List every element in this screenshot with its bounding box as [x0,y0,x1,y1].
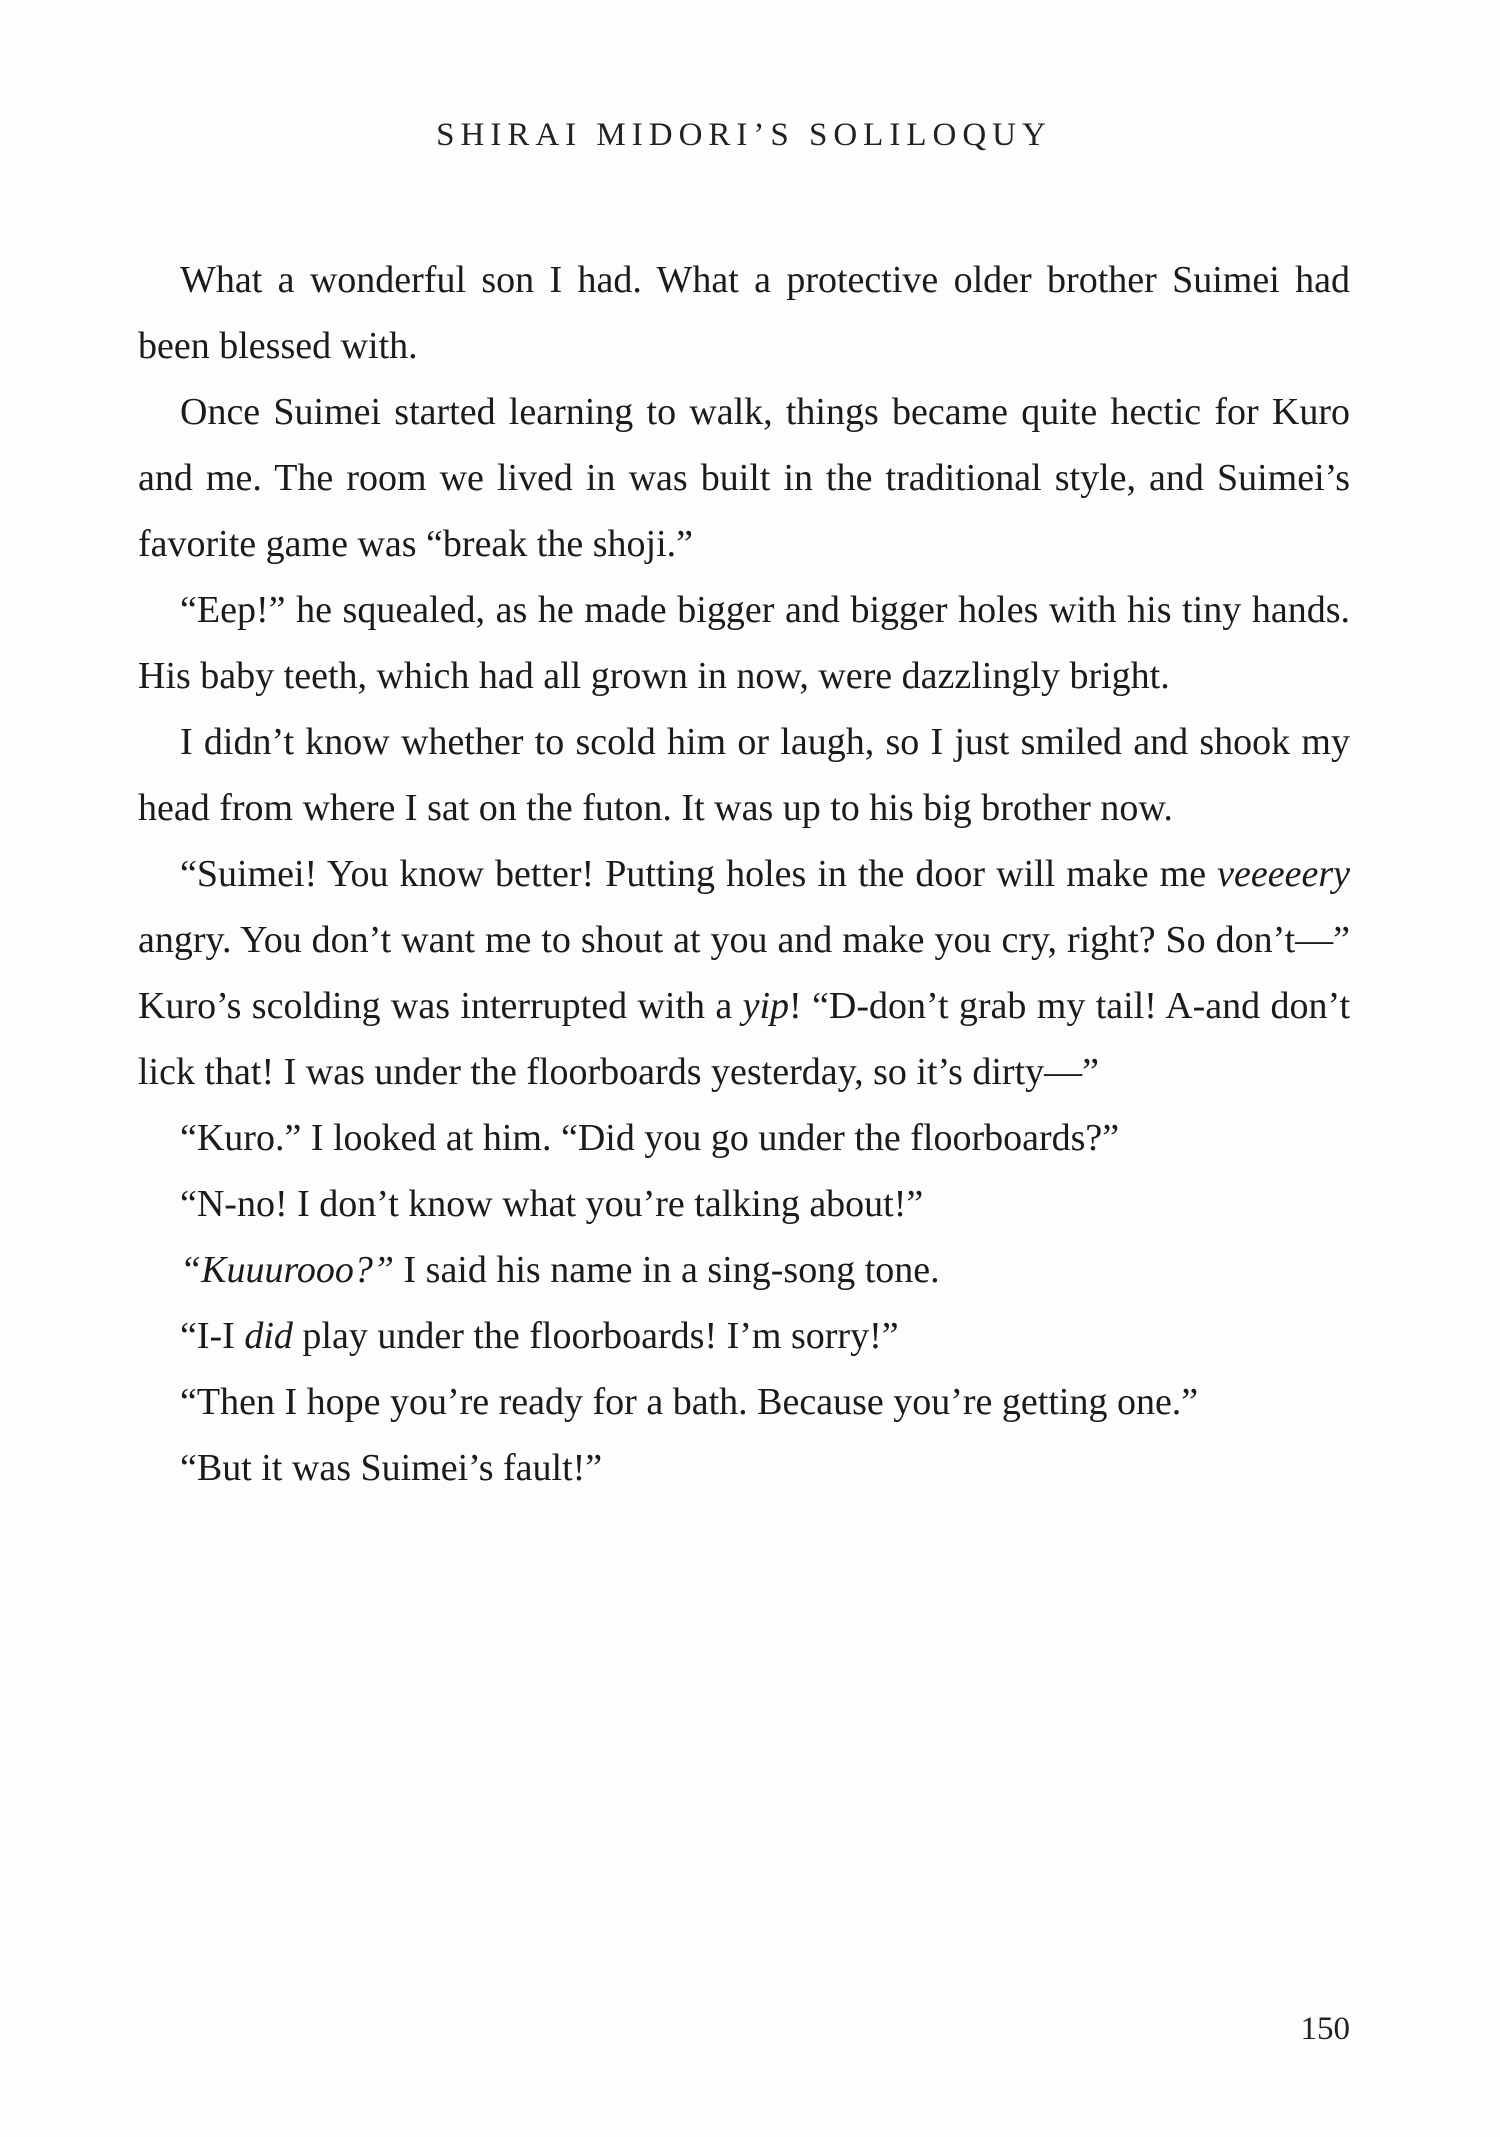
paragraph [138,379,1350,577]
text-run: I said his name in a sing-song tone. [394,1249,940,1291]
body-text [138,247,1350,1501]
paragraph [138,1105,1350,1171]
page-number: 150 [1300,2011,1350,2047]
paragraph [138,709,1350,841]
italic-text-run: “Kuuurooo?” [180,1249,394,1291]
text-run: I didn’t know whether to scold him or laugh, so I just smiled and shook my head from where I sat on the futon. It was up to his big brother now. [138,721,1350,829]
paragraph [138,1435,1350,1501]
text-run: play under the floorboards! I’m sorry!” [292,1315,899,1357]
chapter-running-header: SHIRAI MIDORI’S SOLILOQUY [436,117,1052,153]
paragraph [138,1369,1350,1435]
text-run: “Then I hope you’re ready for a bath. Because you’re getting one.” [180,1381,1199,1423]
text-run: angry. You don’t want me to shout at you and make you cry, right? So don’t—” Kuro’s scolding was interrupted with a [138,919,1350,1027]
text-run: ! “D-don’t grab my tail! A-and don’t lick that! I was under the floorboards yesterday, so it’s dirty—” [138,985,1351,1093]
paragraph [138,1303,1350,1369]
paragraph [138,1237,1350,1303]
paragraph [138,577,1350,709]
text-run: “Kuro.” I looked at him. “Did you go under the floorboards?” [180,1117,1120,1159]
paragraph [138,247,1350,379]
italic-text-run: did [244,1315,293,1357]
text-run: “I-I [180,1315,245,1357]
text-run: “Eep!” he squealed, as he made bigger and bigger holes with his tiny hands. His baby teeth, which had all grown in now, were dazzlingly bright. [138,589,1350,697]
text-run: “But it was Suimei’s fault!” [180,1447,603,1489]
italic-text-run: yip [742,985,790,1027]
paragraph [138,1171,1350,1237]
text-run: Once Suimei started learning to walk, things became quite hectic for Kuro and me. The room we lived in was built in the traditional style, and Suimei’s favorite game was “break the shoji.” [138,391,1350,565]
text-run: “Suimei! You know better! Putting holes in the door will make me [180,853,1218,895]
paragraph [138,841,1350,1105]
text-run: What a wonderful son I had. What a protective older brother Suimei had been blessed with. [138,259,1350,367]
text-run: “N-no! I don’t know what you’re talking about!” [180,1183,924,1225]
italic-text-run: veeeeery [1217,853,1350,895]
